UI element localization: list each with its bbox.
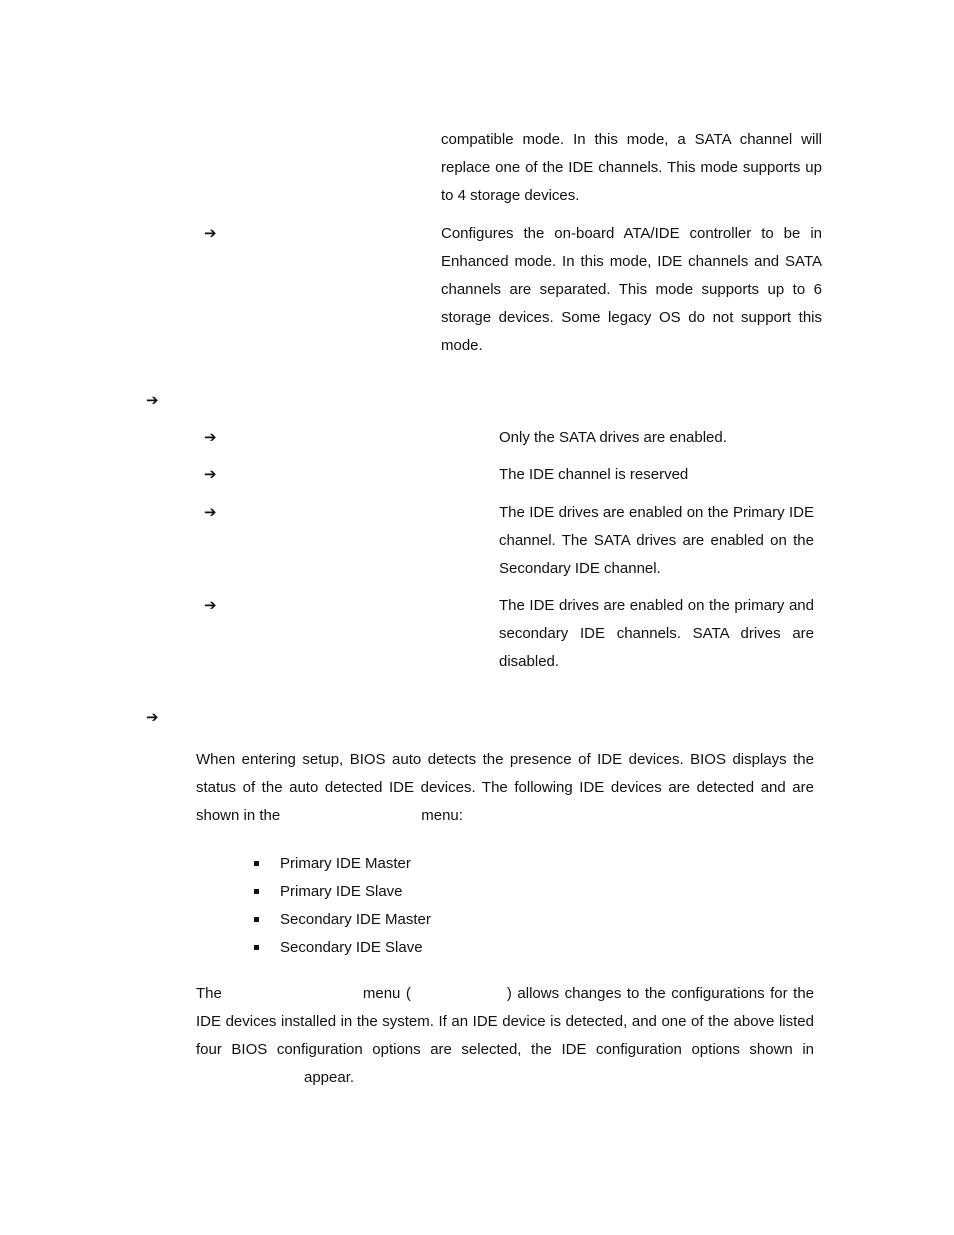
- list-item: Primary IDE Slave: [252, 878, 431, 906]
- ide-detection-text-end: menu:: [421, 807, 463, 824]
- paragraph-text: menu (: [362, 985, 411, 1002]
- square-bullet-icon: [254, 917, 259, 922]
- option-description: The IDE channel is reserved: [499, 466, 689, 483]
- ide-detection-paragraph: [196, 746, 814, 830]
- option-arrow-icon: ➔: [204, 597, 217, 614]
- ide-detection-text: When entering setup, BIOS auto detects the presence of IDE devices. BIOS displays the status of the auto detected IDE devices. The following IDE devices are detected and are shown in the: [196, 751, 814, 824]
- paragraph-text: The: [196, 985, 222, 1002]
- list-item: Secondary IDE Slave: [252, 934, 431, 962]
- square-bullet-icon: [254, 861, 259, 866]
- setting-arrow-icon: ➔: [146, 392, 159, 409]
- option-arrow-icon: ➔: [204, 466, 217, 483]
- option-description: The IDE drives are enabled on the primary and secondary IDE channels. SATA drives are disabled.: [499, 597, 814, 670]
- ide-configuration-paragraph: [196, 980, 814, 1092]
- enhanced-mode-description: Configures the on-board ATA/IDE controller to be in Enhanced mode. In this mode, IDE channels and SATA channels are separated. This mode supports up to 6 storage devices. Some legacy OS do not support this mode.: [441, 225, 822, 354]
- sata-compatible-mode-description: compatible mode. In this mode, a SATA channel will replace one of the IDE channels. This mode supports up to 4 storage devices.: [441, 131, 822, 204]
- option-description: The IDE drives are enabled on the Primary IDE channel. The SATA drives are enabled on the Secondary IDE channel.: [499, 504, 814, 577]
- setting-arrow-icon: ➔: [146, 709, 159, 726]
- option-arrow-icon: ➔: [204, 429, 217, 446]
- option-arrow-icon: ➔: [204, 225, 217, 242]
- option-arrow-icon: ➔: [204, 504, 217, 521]
- list-item: Secondary IDE Master: [252, 906, 431, 934]
- paragraph-text-end: appear.: [304, 1069, 355, 1086]
- paragraph-text: ) allows changes to the configurations for the IDE devices installed in the system. If an IDE device is detected, and one of the above listed four BIOS configuration options are selected, the IDE configuration options shown in: [196, 985, 815, 1058]
- square-bullet-icon: [254, 945, 259, 950]
- ide-device-list: [252, 850, 431, 962]
- list-item: Primary IDE Master: [252, 850, 431, 878]
- square-bullet-icon: [254, 889, 259, 894]
- option-description: Only the SATA drives are enabled.: [499, 429, 727, 446]
